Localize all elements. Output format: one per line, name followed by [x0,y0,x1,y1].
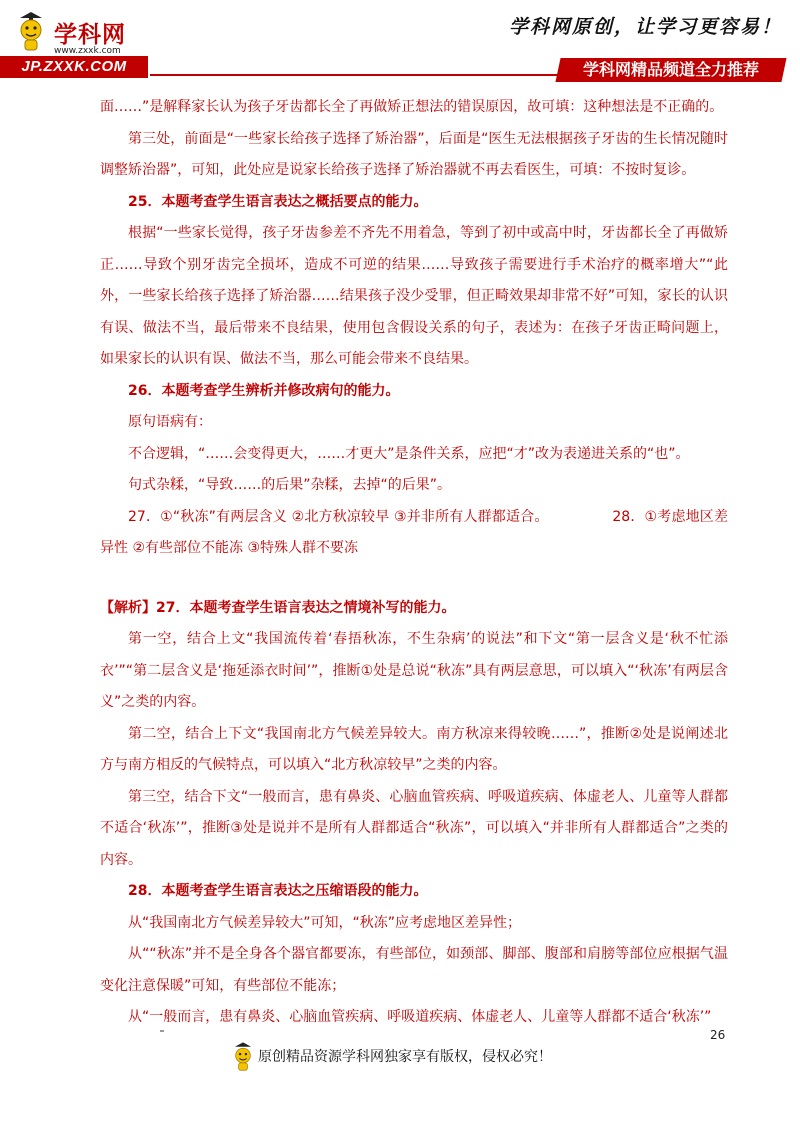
page-footer [0,1024,800,1132]
site-badge[interactable]: JP.ZXXK.COM [0,56,148,78]
paragraph: 第三空，结合下文“一般而言，患有鼻炎、心脑血管疾病、呼吸道疾病、体虚老人、儿童等人群都不适合‘秋冻’”，推断③处是说并不是所有人群都适合“秋冻”，可以填入“并非所有人群都适合”之类的内容。 [100,788,728,868]
paragraph: 从““秋冻”并不是全身各个器官都要冻，有些部位，如颈部、脚部、腹部和肩膀等部位应根据气温变化注意保暖”可知，有些部位不能冻； [100,946,728,994]
footer-mark [160,1030,164,1032]
paragraph: 第一空，结合上文“我国流传着‘春捂秋冻，不生杂病’的说法”和下文“第一层含义是‘秋不忙添衣’”“第二层含义是‘拖延添衣时间’”，推断①处是总说“秋冻”具有两层意思，可以填入“‘秋冻’有两层含义”之类的内容。 [100,631,728,710]
paragraph: 面……”是解释家长认为孩子牙齿都长全了再做矫正想法的错误原因，故可填：这种想法是不正确的。 [100,99,724,115]
header-divider [150,74,620,76]
paragraph: 原句语病有： [128,414,212,430]
page-header [0,0,800,88]
spacer [100,565,728,593]
document-body [100,92,728,1034]
question-heading-28: 28．本题考查学生语言表达之压缩语段的能力。 [128,883,428,899]
page-number: 26 [710,1028,726,1042]
paragraph: 从“一般而言，患有鼻炎、心脑血管疾病、呼吸道疾病、体虚老人、儿童等人群都不适合‘秋冻’” [128,1009,712,1025]
logo-text: 学科网 [54,22,126,48]
question-heading-25: 25．本题考查学生语言表达之概括要点的能力。 [128,193,428,210]
paragraph: 根据“一些家长觉得，孩子牙齿参差不齐先不用着急，等到了初中或高中时，牙齿都长全了再做矫正……导致个别牙齿完全损坏，造成不可逆的结果……导致孩子需要进行手术治疗的概率增大”“此外，一些家长给孩子选择了矫治器……结果孩子没少受罪，但正畸效果却非常不好”可知，家长的认识有误、做法不当，最后带来不良结果，使用包含假设关系的句子，表述为：在孩子牙齿正畸问题上，如果家长的认识有误、做法不当，那么可能会带来不良结果。 [100,225,728,367]
mascot-icon [232,1042,254,1072]
channel-badge-label: 学科网精品频道全力推荐 [582,60,759,79]
paragraph: 不合逻辑，“……会变得更大，……才更大”是条件关系，应把“才”改为表递进关系的“也”。 [128,445,690,462]
analysis-heading: 【解析】27．本题考查学生语言表达之情境补写的能力。 [100,599,456,616]
paragraph: 从“我国南北方气候差异较大”可知，“秋冻”应考虑地区差异性； [128,914,522,931]
channel-badge [555,58,786,82]
mascot-icon [16,12,46,52]
paragraph: 第三处，前面是“一些家长给孩子选择了矫治器”，后面是“医生无法根据孩子牙齿的生长情况随时调整矫治器”，可知，此处应是说家长给孩子选择了矫治器就不再去看医生，可填：不按时复诊。 [100,130,728,178]
logo-url: www.zxxk.com [54,46,121,56]
answer-line: 27．①“秋冻”有两层含义 ②北方秋凉较早 ③并非所有人群都适合。 28．①考虑地区差异性 ②有些部位不能冻 ③特殊人群不要冻 [100,508,728,556]
slogan: 学科网原创，让学习更容易！ [508,16,782,38]
question-heading-26: 26．本题考查学生辨析并修改病句的能力。 [128,382,400,399]
paragraph: 第二空，结合上下文“我国南北方气候差异较大。南方秋凉来得较晚……”，推断②处是说阐述北方与南方相反的气候特点，可以填入“北方秋凉较早”之类的内容。 [100,725,728,773]
paragraph: 句式杂糅，“导致……的后果”杂糅，去掉“的后果”。 [128,477,452,493]
copyright-notice: 原创精品资源学科网独家享有版权，侵权必究！ [258,1049,552,1065]
